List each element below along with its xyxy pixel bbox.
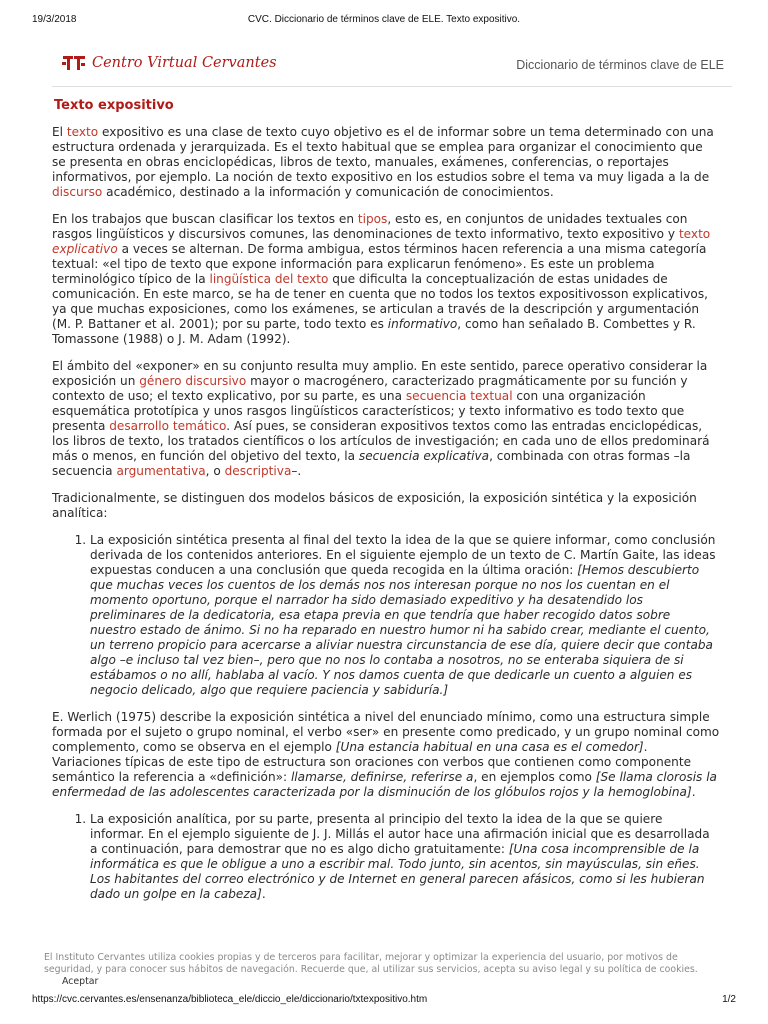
page-url: https://cvc.cervantes.es/ensenanza/biblioteca_ele/diccio_ele/diccionario/txtexpositivo.htm (32, 994, 428, 1005)
italic-term: informativo (387, 317, 458, 331)
link-text-part: explicativo (52, 242, 118, 256)
link-secuencia-textual[interactable]: secuencia textual (405, 389, 513, 403)
link-texto[interactable]: texto (66, 125, 99, 139)
italic-term: secuencia explicativa (358, 449, 490, 463)
page-number: 1/2 (722, 994, 736, 1005)
text-run: E. Werlich (1975) describe la exposición sintética a nivel del enunciado mínimo, como una estructura simple formada por el sujeto o grupo nominal, el verbo «ser» en presente como predicado, y un grupo nominal como complemento, como se observa en el ejemplo (52, 710, 720, 754)
text-run: a veces se alternan. De forma ambigua, estos términos hacen referencia a una misma categoría textual: «el tipo de texto que expone información para explicarun fenómeno». Es este un problema terminológico típico de la (52, 242, 707, 286)
example-quote: [Una estancia habitual en una casa es el comedor] (335, 740, 644, 754)
print-header (0, 0, 768, 30)
print-footer (0, 994, 768, 1014)
link-discurso[interactable]: discurso (52, 185, 103, 199)
text-run: En los trabajos que buscan clasificar los textos en (52, 212, 358, 226)
text-run: –. (291, 464, 302, 478)
text-run: mayor o macrogénero, caracterizado pragmáticamente por su función y contexto de uso; el texto explicativo, por su parte, es una (52, 374, 688, 403)
text-run: . Variaciones típicas de este tipo de estructura son oraciones con verbos que contienen como componente semántico la referencia a «definición»: (52, 740, 692, 784)
text-run: , combinada con otras formas –la secuencia (52, 449, 691, 478)
text-run: , en ejemplos como (473, 770, 596, 784)
site-header (52, 46, 732, 87)
link-linguistica-del-texto[interactable]: lingüística del texto (209, 272, 329, 286)
link-argumentativa[interactable]: argumentativa (116, 464, 206, 478)
text-run: , o (205, 464, 225, 478)
article-title: Texto expositivo (54, 98, 174, 113)
paragraph-3 (52, 359, 720, 479)
text-run: , esto es, en conjuntos de unidades textuales con rasgos lingüísticos y discursivos comunes, las denominaciones de texto informativo, texto expositivo y (52, 212, 688, 241)
link-text-part: texto (678, 227, 711, 241)
link-desarrollo-tematico[interactable]: desarrollo temático (109, 419, 227, 433)
link-tipos[interactable]: tipos (357, 212, 388, 226)
link-descriptiva[interactable]: descriptiva (224, 464, 292, 478)
cervantes-logo-icon (62, 54, 86, 72)
example-quote: [Se llama clorosis la enfermedad de las adolescentes caracterizada por la disminución de los glóbulos rojos y la hemoglobina] (52, 770, 717, 799)
text-run: La exposición analítica, por su parte, presenta al principio del texto la idea de la que se quiere informar. En el ejemplo siguiente de J. J. Millás el autor hace una afirmación inicial que es desarrollada a continuación, para demostrar que no es algo dicho gratuitamente: (90, 812, 710, 856)
numbered-list-1 (52, 533, 720, 698)
logo-text: Centro Virtual Cervantes (92, 55, 277, 71)
dictionary-title[interactable]: Diccionario de términos clave de ELE (516, 58, 724, 72)
paragraph-2 (52, 212, 720, 347)
text-run: La exposición sintética presenta al final del texto la idea de la que se quiere informar, como conclusión derivada de los contenidos anteriores. En el siguiente ejemplo de un texto de C. Martín Gaite, las ideas expuestas conducen a una conclusión que queda recogida en la última oración: (90, 533, 716, 577)
article (52, 98, 720, 914)
text-run: que dificulta la conceptualización de estas unidades de comunicación. En este marco, se ha de tener en cuenta que no todos los textos expositivosson explicativos, ya que muchas exposiciones, como los exámenes, se articulan a través de la descripción y argumentación (M. P. Battaner et al. 2001); por su parte, todo texto es (52, 272, 708, 331)
paragraph-5 (52, 710, 720, 800)
print-date: 19/3/2018 (32, 14, 77, 25)
list-item (90, 533, 720, 698)
list-item (90, 812, 720, 902)
paragraph-4: Tradicionalmente, se distinguen dos modelos básicos de exposición, la exposición sintética y la exposición analítica: (52, 491, 697, 520)
text-run: . (261, 887, 266, 901)
cookie-text: El Instituto Cervantes utiliza cookies propias y de terceros para facilitar, mejorar y optimizar la experiencia del usuario, por motivos de seguridad, y para conocer sus hábitos de navegación. Recuerde que, al utilizar sus servicios, acepta su aviso legal y su política de cookies. (44, 952, 698, 975)
italic-term: llamarse, definirse, referirse a (290, 770, 474, 784)
site-logo[interactable] (62, 54, 277, 72)
text-run: , como han señalado B. Combettes y R. Tomassone (1988) o J. M. Adam (1992). (52, 317, 696, 346)
text-run: expositivo es una clase de texto cuyo objetivo es el de informar sobre un tema determinado con una estructura ordenada y jerarquizada. Es el texto habitual que se emplea para organizar el conocimiento que se presenta en obras enciclopédicas, libros de texto, manuales, exámenes, conferencias, o reportajes informativos, por ejemplo. La noción de texto expositivo en los estudios sobre el tema va muy ligada a la de (52, 125, 714, 184)
text-run: El ámbito del «exponer» en su conjunto resulta muy amplio. En este sentido, parece operativo considerar la exposición un (52, 359, 708, 388)
example-quote: [Hemos descubierto que muchas veces los cuentos de los demás nos nos interesan porque no nos los cuentan en el momento oportuno, porque el narrador ha sido demasiado expeditivo y ha desatendido los preliminares de la dedicatoria, esa etapa previa en que tendría que haber recogido datos sobre nuestro estado de ánimo. Si no ha reparado en nuestro humor ni ha sabido crear, mediante el cuento, un terreno propicio para acercarse a aliviar nuestra circunstancia de ese día, quiere decir que contaba algo –e incluso tal vez bien–, pero que no nos lo contaba a nosotros, no se enteraba siquiera de si estábamos o no allí, hablaba al vacío. Y nos damos cuenta de que dedicarle un cuento a alguien es negocio delicado, algo que requiere paciencia y sabiduría.] (90, 563, 713, 697)
cookie-notice (44, 952, 724, 988)
paragraph-1 (52, 125, 720, 200)
text-run: . (691, 785, 696, 799)
text-run: académico, destinado a la información y comunicación de conocimientos. (102, 185, 554, 199)
link-genero-discursivo[interactable]: género discursivo (139, 374, 247, 388)
text-run: . Así pues, se consideran expositivos textos como las entradas enciclopédicas, los libros de texto, los tratados científicos o los artículos de investigación; en cada uno de ellos predominará más o menos, en función del objetivo del texto, la (52, 419, 710, 463)
numbered-list-2 (52, 812, 720, 902)
text-run: con una organización esquemática prototípica y unos rasgos lingüísticos característicos; y texto informativo es todo texto que presenta (52, 389, 685, 433)
example-quote: [Una cosa incomprensible de la informática es que le obligue a uno a escribir mal. Todo junto, sin acentos, sin mayúsculas, sin eñes. Los habitantes del correo electrónico y de Internet en general parecen afásicos, como si les hubieran dado un golpe en la cabeza] (90, 842, 705, 901)
print-title: CVC. Diccionario de términos clave de ELE. Texto expositivo. (247, 14, 521, 25)
accept-cookies-button[interactable]: Aceptar (62, 976, 99, 987)
text-run: El (52, 125, 67, 139)
